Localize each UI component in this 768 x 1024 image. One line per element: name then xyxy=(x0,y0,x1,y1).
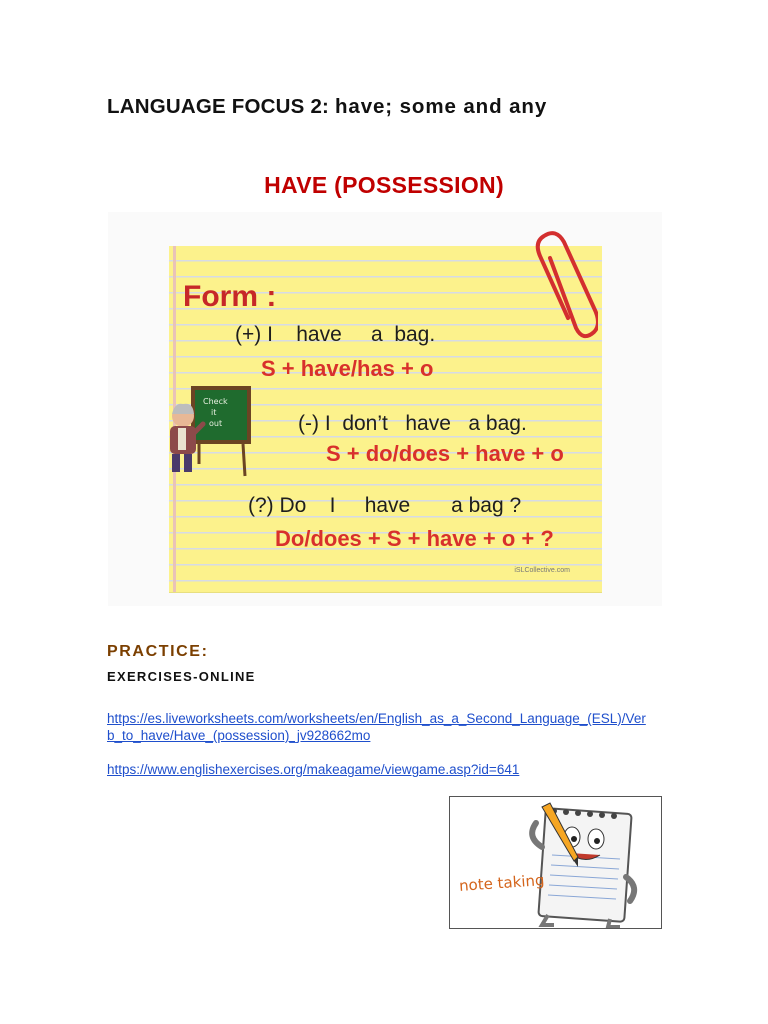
form-label: Form : xyxy=(183,280,277,313)
image-credit: iSLCollective.com xyxy=(514,567,570,574)
grammar-board-image xyxy=(108,212,662,606)
example-question: (?) Do I have a bag ? xyxy=(248,494,522,517)
heading-part-b: have; some and any xyxy=(334,95,548,118)
note-taking-label: note taking xyxy=(458,871,546,895)
formula-negative: S + do/does + have + o xyxy=(326,441,564,466)
link-line-2[interactable]: b_to_have/Have_(possession)_jv928662mo xyxy=(107,728,371,743)
liveworksheets-link[interactable] xyxy=(107,710,667,744)
heading-part-a: LANGUAGE FOCUS 2: xyxy=(107,95,335,118)
chalkboard-text: Check xyxy=(203,397,228,406)
example-negative: (-) I don’t have a bag. xyxy=(298,412,527,435)
formula-question: Do/does + S + have + o + ? xyxy=(275,526,554,551)
example-affirmative: (+) I have a bag. xyxy=(235,323,436,346)
link-line-1[interactable]: https://es.liveworksheets.com/worksheets/en/English_as_a_Second_Language_(ESL)/Ver xyxy=(107,711,646,726)
notepad-character-icon xyxy=(450,797,661,928)
paperclip-icon xyxy=(528,228,598,343)
teacher-chalkboard-icon xyxy=(163,384,253,479)
page-heading xyxy=(107,95,547,119)
englishexercises-link[interactable]: https://www.englishexercises.org/makeagame/viewgame.asp?id=641 xyxy=(107,762,520,777)
svg-text:out: out xyxy=(209,419,223,428)
svg-text:it: it xyxy=(211,408,217,417)
formula-affirmative: S + have/has + o xyxy=(261,356,434,381)
exercises-heading: EXERCISES-ONLINE xyxy=(107,669,256,684)
practice-heading: PRACTICE: xyxy=(107,643,209,660)
note-taking-image xyxy=(449,796,662,929)
section-title: HAVE (POSSESSION) xyxy=(264,172,504,198)
